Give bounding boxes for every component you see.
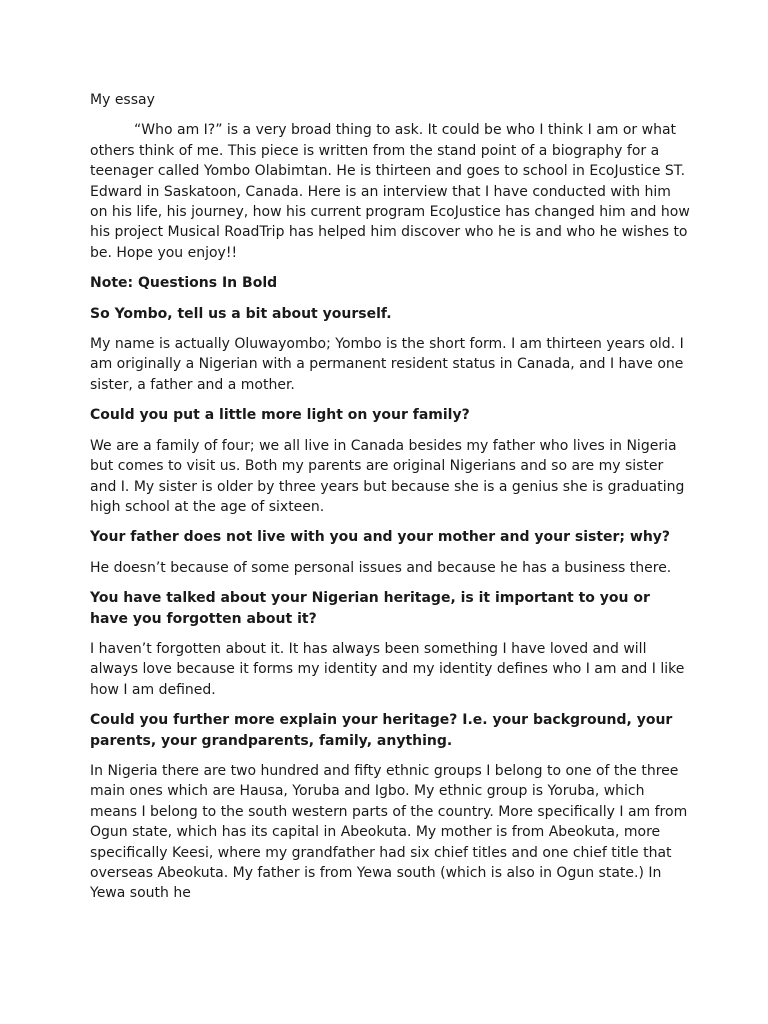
answer-5: In Nigeria there are two hundred and fifty ethnic groups I belong to one of the three main ones which are Hausa, Yoruba and Igbo. My ethnic group is Yoruba, which means I belong to the south western parts of the country. More specifically I am from Ogun state, which has its capital in Abeokuta. My mother is from Abeokuta, more specifically Keesi, where my grandfather had six chief titles and one chief title that overseas Abeokuta. My father is from Yewa south (which is also in Ogun state.) In Yewa south he (90, 762, 688, 902)
document-title: My essay (90, 92, 155, 108)
intro-paragraph: “Who am I?” is a very broad thing to ask. It could be who I think I am or what others think of me. This piece is written from the stand point of a biography for a teenager called Yombo Olabimtan. He is thirteen and goes to school in EcoJustice ST. Edward in Saskatoon, Canada. Here is an interview that I have conducted with him on his life, his journey, how his current program EcoJustice has changed him and how his project Musical RoadTrip has helped him discover who he is and who he wishes to be. Hope you enjoy!! (90, 122, 690, 261)
note-line: Note: Questions In Bold (90, 275, 278, 292)
question-5: Could you further more explain your heritage? I.e. your background, your parents, your grandparents, family, anything. (90, 712, 673, 749)
question-1: So Yombo, tell us a bit about yourself. (90, 305, 392, 322)
answer-4: I haven’t forgotten about it. It has always been something I have loved and will always love because it forms my identity and my identity defines who I am and I like how I am defined. (90, 640, 685, 698)
question-3: Your father does not live with you and your mother and your sister; why? (90, 529, 671, 546)
document-page (90, 90, 690, 914)
answer-3: He doesn’t because of some personal issues and because he has a business there. (90, 559, 672, 576)
question-4: You have talked about your Nigerian heritage, is it important to you or have you forgotten about it? (90, 590, 650, 627)
answer-1: My name is actually Oluwayombo; Yombo is the short form. I am thirteen years old. I am originally a Nigerian with a permanent resident status in Canada, and I have one sister, a father and a mother. (90, 336, 684, 393)
answer-2: We are a family of four; we all live in Canada besides my father who lives in Nigeria but comes to visit us. Both my parents are original Nigerians and so are my sister and I. My sister is older by three years but because she is a genius she is graduating high school at the age of sixteen. (90, 437, 685, 515)
question-2: Could you put a little more light on your family? (90, 407, 470, 424)
